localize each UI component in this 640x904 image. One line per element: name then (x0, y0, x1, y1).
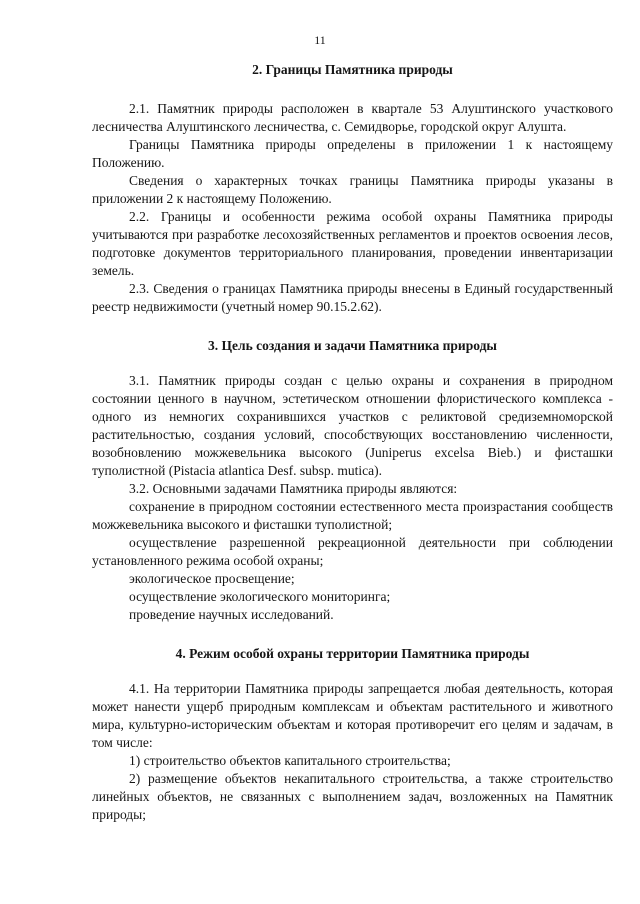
paragraph: 3.1. Памятник природы создан с целью охраны и сохранения в природном состоянии ценного в научном, эстетическом отношении флористического комплекса - одного из немногих сохранившихся участков с реликтовой средиземноморской растительностью, создания условий, способствующих восстановлению численности, возобновлению можжевельника высокого (Juniperus excelsa Bieb.) и фисташки туполистной (Pistacia atlantica Desf. subsp. mutica). (92, 373, 613, 478)
paragraph: Сведения о характерных точках границы Памятника природы указаны в приложении 2 к настоящему Положению. (92, 173, 613, 206)
paragraph: 2.2. Границы и особенности режима особой охраны Памятника природы учитываются при разработке лесохозяйственных регламентов и проектов освоения лесов, подготовке документов территориального планирования, проведении инвентаризации земель. (92, 209, 613, 278)
list-item: проведение научных исследований. (129, 607, 334, 622)
section-2-body (92, 100, 613, 316)
page-number: 11 (314, 33, 326, 47)
section-4-body (92, 680, 613, 824)
paragraph: 2.3. Сведения о границах Памятника природы внесены в Единый государственный реестр недвижимости (учетный номер 90.15.2.62). (92, 281, 613, 314)
list-item: осуществление экологического мониторинга; (129, 589, 391, 604)
paragraph: осуществление разрешенной рекреационной деятельности при соблюдении установленного режима особой охраны; (92, 535, 613, 568)
section-4-heading: 4. Режим особой охраны территории Памятника природы (175, 646, 530, 661)
list-item: 2) размещение объектов некапитального строительства, а также строительство линейных объектов, не связанных с выполнением задач, возложенных на Памятник природы; (92, 771, 613, 822)
section-2-heading: 2. Границы Памятника природы (252, 62, 453, 77)
list-item: 1) строительство объектов капитального строительства; (129, 753, 451, 768)
document-body (92, 60, 613, 824)
section-3-body (92, 372, 613, 624)
paragraph: Границы Памятника природы определены в приложении 1 к настоящему Положению. (92, 137, 613, 170)
paragraph: сохранение в природном состоянии естественного места произрастания сообществ можжевельника высокого и фисташки туполистной; (92, 499, 613, 532)
paragraph: 3.2. Основными задачами Памятника природы являются: (129, 481, 458, 496)
section-3-heading: 3. Цель создания и задачи Памятника природы (208, 338, 497, 353)
list-item: экологическое просвещение; (129, 571, 295, 586)
paragraph: 4.1. На территории Памятника природы запрещается любая деятельность, которая может нанести ущерб природным комплексам и объектам растительного и животного мира, культурно-историческим объектам и которая противоречит его целям и задачам, в том числе: (92, 681, 613, 750)
paragraph: 2.1. Памятник природы расположен в квартале 53 Алуштинского участкового лесничества Алуштинского лесничества, с. Семидворье, городской округ Алушта. (92, 101, 613, 134)
